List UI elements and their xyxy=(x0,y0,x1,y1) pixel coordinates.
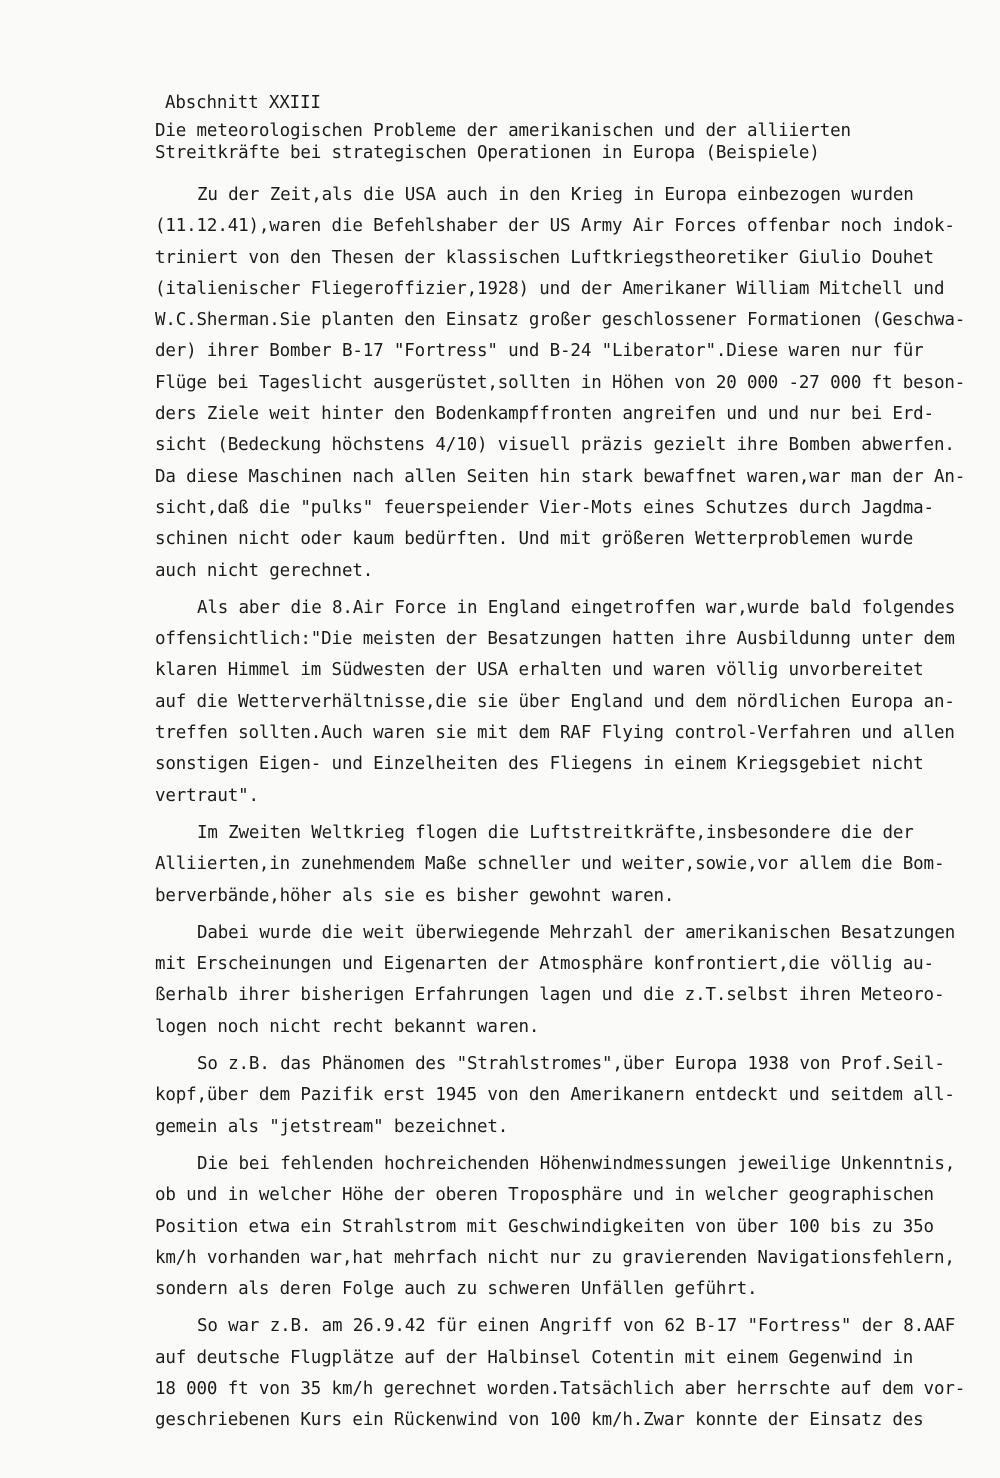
text-line: vertraut". xyxy=(155,785,259,806)
text-line: auf die Wetterverhältnisse,die sie über England und dem nördlichen Europa an- xyxy=(155,691,955,712)
paragraph xyxy=(155,818,985,912)
text-line: der) ihrer Bomber B-17 "Fortress" und B-24 "Liberator".Diese waren nur für xyxy=(155,341,924,362)
section-title: Abschnitt XXIII xyxy=(165,93,321,113)
text-line: (italienischer Fliegeroffizier,1928) und der Amerikaner William Mitchell und xyxy=(155,278,945,299)
text-line: auf deutsche Flugplätze auf der Halbinsel Cotentin mit einem Gegenwind in xyxy=(155,1347,914,1368)
text-line: Dabei wurde die weit überwiegende Mehrzahl der amerikanischen Besatzungen xyxy=(197,922,956,943)
text-line: kopf,über dem Pazifik erst 1945 von den Amerikanern entdeckt und seitdem all- xyxy=(155,1085,955,1106)
paragraphs xyxy=(155,180,985,1437)
text-line: gemein als "jetstream" bezeichnet. xyxy=(155,1116,509,1137)
text-line: auch nicht gerechnet. xyxy=(155,560,374,581)
paragraph xyxy=(155,1311,985,1436)
paragraph xyxy=(155,1149,985,1305)
text-line: sondern als deren Folge auch zu schweren Unfällen geführt. xyxy=(155,1279,758,1300)
text-line: So war z.B. am 26.9.42 für einen Angriff von 62 B-17 "Fortress" der 8.AAF xyxy=(197,1316,956,1337)
text-line: Die bei fehlenden hochreichenden Höhenwindmessungen jeweilige Unkenntnis, xyxy=(197,1153,956,1174)
text-line: Flüge bei Tageslicht ausgerüstet,sollten in Höhen von 20 000 -27 000 ft beson- xyxy=(155,372,966,393)
text-line: ßerhalb ihrer bisherigen Erfahrungen lagen und die z.T.selbst ihren Meteoro- xyxy=(155,985,945,1006)
text-line: W.C.Sherman.Sie planten den Einsatz großer geschlossener Formationen (Geschwa- xyxy=(155,310,966,331)
text-line: ders Ziele weit hinter den Bodenkampffronten angreifen und und nur bei Erd- xyxy=(155,404,934,425)
text-line: So z.B. das Phänomen des "Strahlstromes",über Europa 1938 von Prof.Seil- xyxy=(197,1054,945,1075)
text-line: offensichtlich:"Die meisten der Besatzungen hatten ihre Ausbildunng unter dem xyxy=(155,629,955,650)
paragraph xyxy=(155,180,985,587)
section-subtitle-line-1: Die meteorologischen Probleme der amerikanischen und der alliierten xyxy=(155,121,851,141)
text-line: geschriebenen Kurs ein Rückenwind von 100 km/h.Zwar konnte der Einsatz des xyxy=(155,1410,924,1431)
text-line: (11.12.41),waren die Befehlshaber der US Army Air Forces offenbar noch indok- xyxy=(155,216,955,237)
text-line: triniert von den Thesen der klassischen Luftkriegstheoretiker Giulio Douhet xyxy=(155,247,934,268)
text-line: 18 000 ft von 35 km/h gerechnet worden.Tatsächlich aber herrschte auf dem vor- xyxy=(155,1378,966,1399)
text-line: ob und in welcher Höhe der oberen Troposphäre und in welcher geographischen xyxy=(155,1185,934,1206)
text-line: logen noch nicht recht bekannt waren. xyxy=(155,1016,540,1037)
paragraph xyxy=(155,593,985,812)
text-line: berverbände,höher als sie es bisher gewohnt waren. xyxy=(155,885,675,906)
text-line: sonstigen Eigen- und Einzelheiten des Fliegens in einem Kriegsgebiet nicht xyxy=(155,754,924,775)
text-line: treffen sollten.Auch waren sie mit dem RAF Flying control-Verfahren und allen xyxy=(155,723,955,744)
text-line: Zu der Zeit,als die USA auch in den Krieg in Europa einbezogen wurden xyxy=(197,185,914,205)
text-line: Alliierten,in zunehmendem Maße schneller und weiter,sowie,vor allem die Bom- xyxy=(155,854,945,875)
text-line: km/h vorhanden war,hat mehrfach nicht nur zu gravierenden Navigationsfehlern, xyxy=(155,1247,955,1268)
document-body xyxy=(155,92,985,1437)
text-line: schinen nicht oder kaum bedürften. Und mit größeren Wetterproblemen wurde xyxy=(155,529,914,550)
text-line: klaren Himmel im Südwesten der USA erhalten und waren völlig unvorbereitet xyxy=(155,660,924,681)
text-line: Da diese Maschinen nach allen Seiten hin stark bewaffnet waren,war man der An- xyxy=(155,466,966,487)
paragraph xyxy=(155,918,985,1043)
text-line: sicht,daß die "pulks" feuerspeiender Vier-Mots eines Schutzes durch Jagdma- xyxy=(155,497,934,518)
text-line: Position etwa ein Strahlstrom mit Geschwindigkeiten von über 100 bis zu 35o xyxy=(155,1216,934,1237)
text-line: Als aber die 8.Air Force in England eingetroffen war,wurde bald folgendes xyxy=(197,597,956,618)
section-subtitle-line-2: Streitkräfte bei strategischen Operationen in Europa (Beispiele) xyxy=(155,143,820,163)
paragraph xyxy=(155,1049,985,1143)
text-line: mit Erscheinungen und Eigenarten der Atmosphäre konfrontiert,die völlig au- xyxy=(155,954,934,975)
text-line: Im Zweiten Weltkrieg flogen die Luftstreitkräfte,insbesondere die der xyxy=(197,822,914,843)
text-line: sicht (Bedeckung höchstens 4/10) visuell präzis gezielt ihre Bomben abwerfen. xyxy=(155,435,955,456)
